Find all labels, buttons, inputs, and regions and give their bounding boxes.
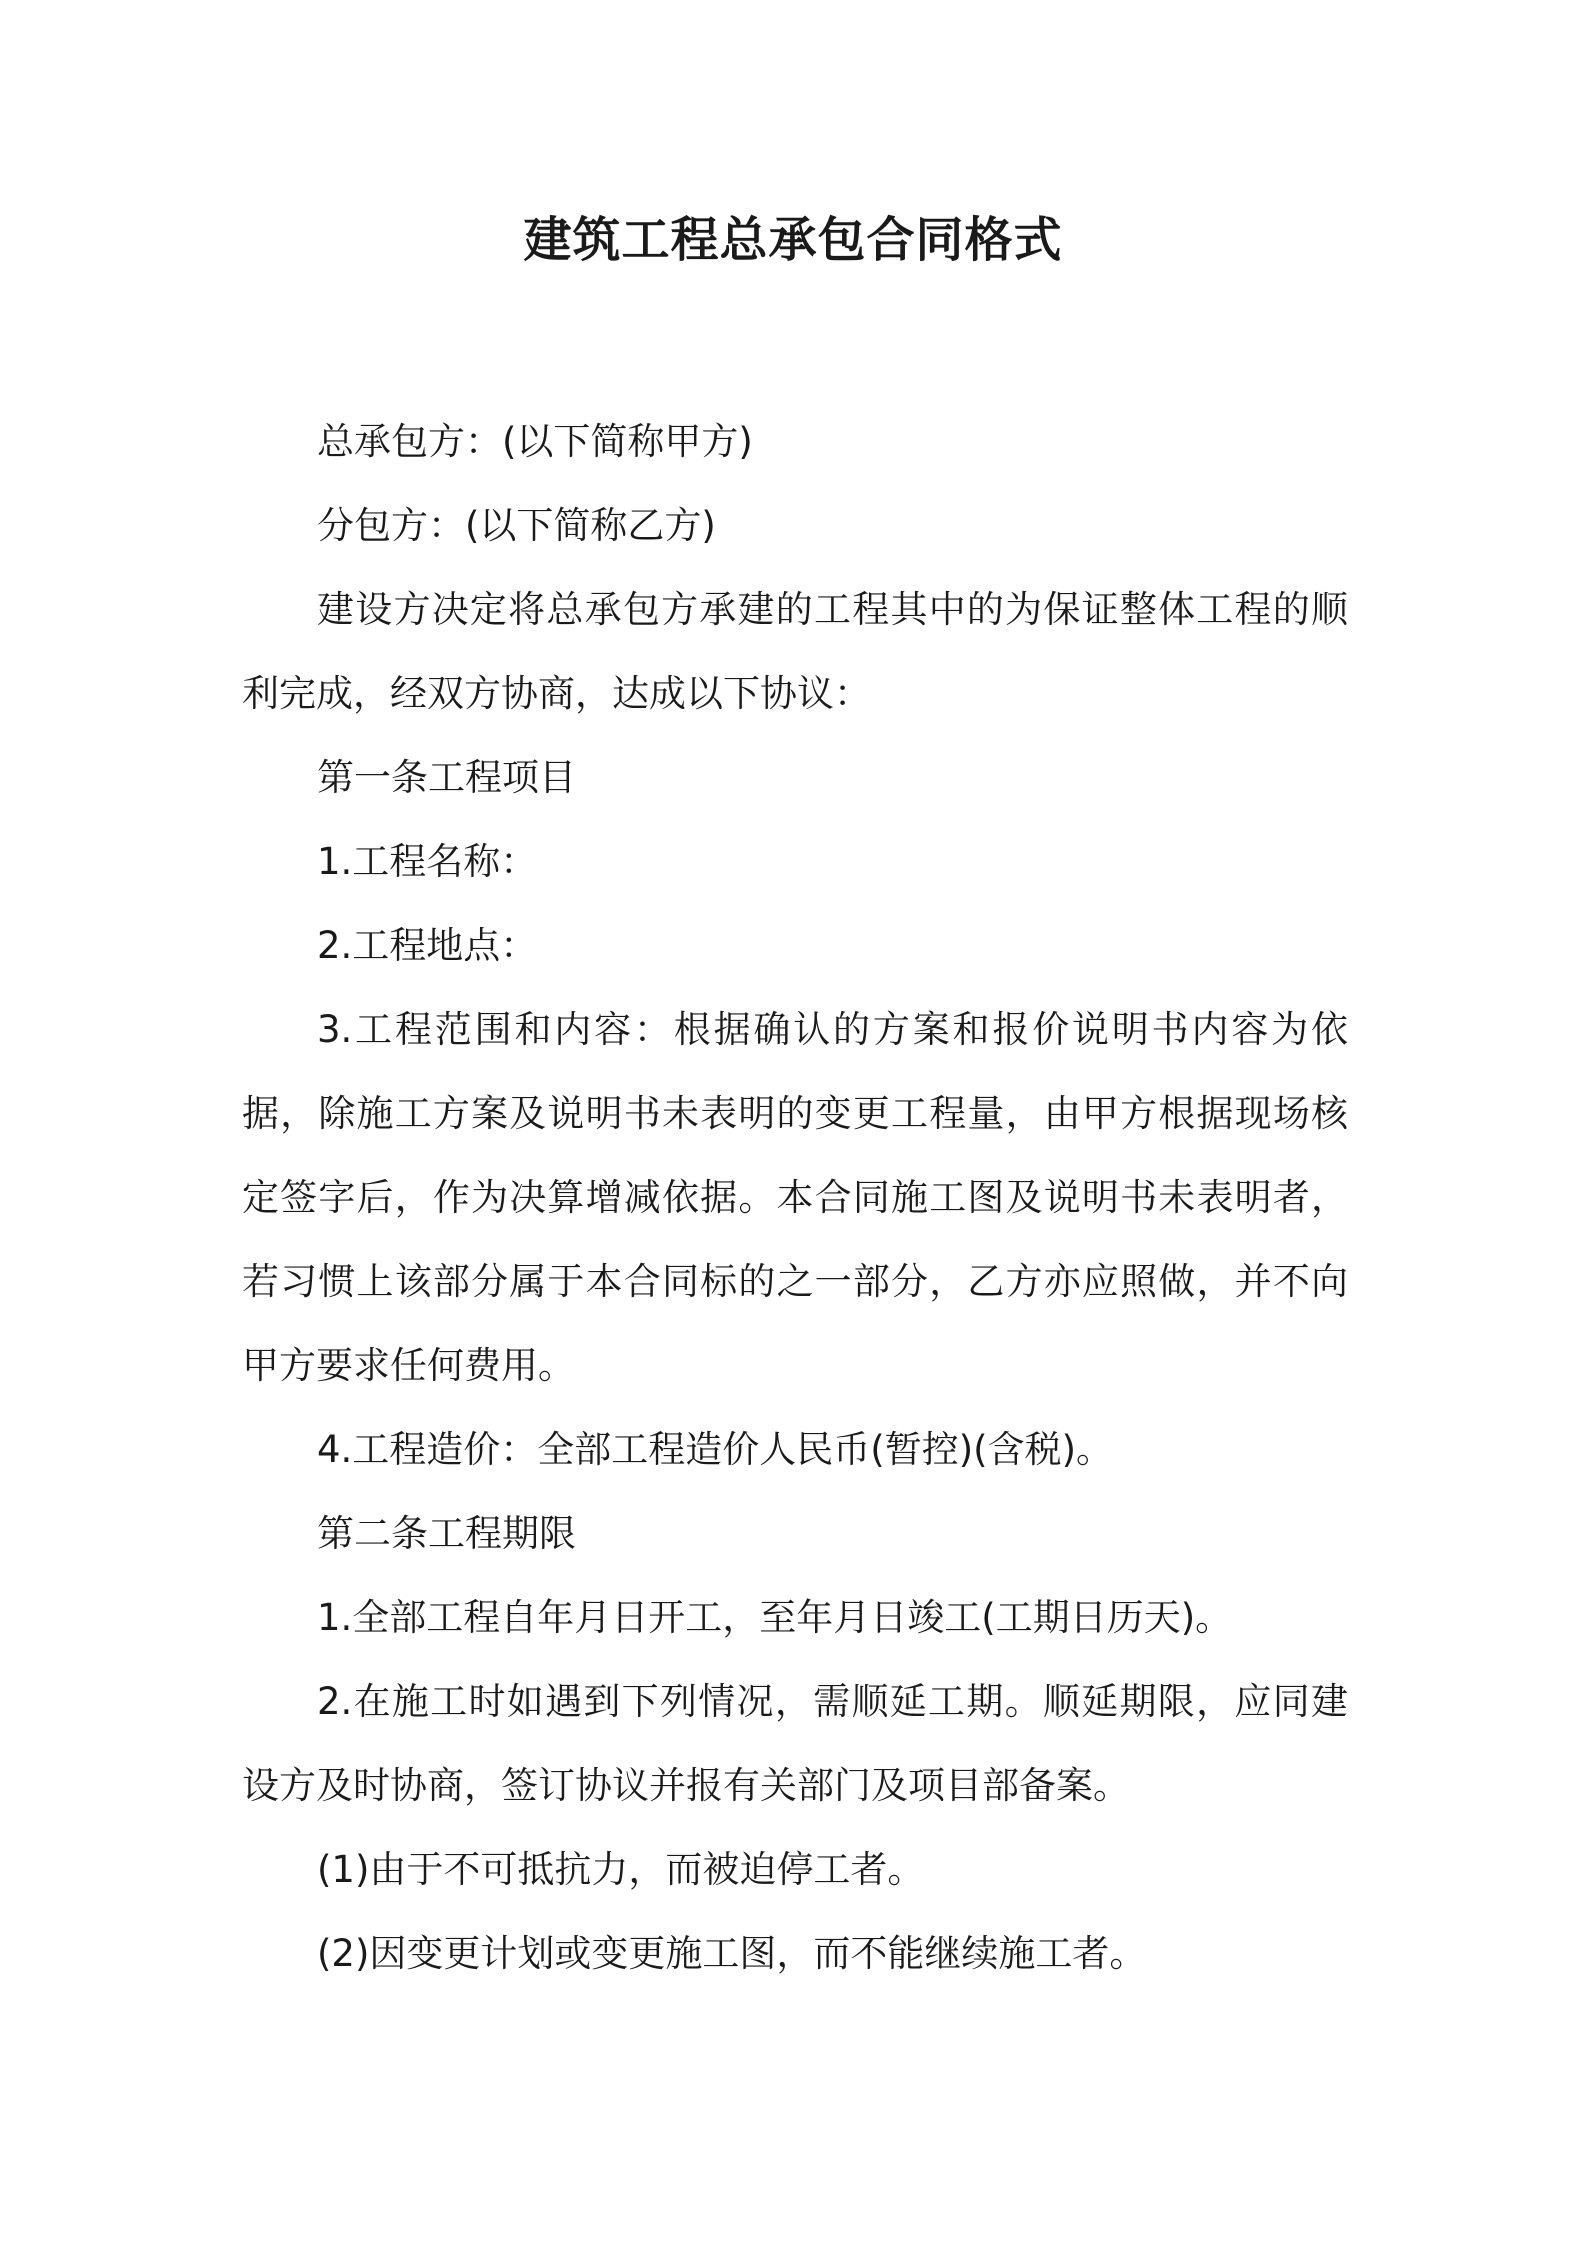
paragraph-project-scope: 3.工程范围和内容：根据确认的方案和报价说明书内容为依据，除施工方案及说明书未表明的变更工程量，由甲方根据现场核定签字后，作为决算增减依据。本合同施工图及说明书未表明者，若习惯上该部分属于本合同标的之一部分，乙方亦应照做，并不向甲方要求任何费用。 [242, 1008, 1348, 1387]
paragraph-force-majeure: (1)由于不可抵抗力，而被迫停工者。 [317, 1848, 925, 1891]
document-title: 建筑工程总承包合同格式 [523, 212, 1063, 268]
paragraph-project-cost: 4.工程造价：全部工程造价人民币(暂控)(含税)。 [317, 1428, 1114, 1471]
paragraph-project-name: 1.工程名称： [317, 840, 538, 883]
paragraph-subcontractor: 分包方：(以下简称乙方) [317, 504, 716, 547]
paragraph-general-contractor: 总承包方：(以下简称甲方) [317, 420, 753, 463]
paragraph-project-location: 2.工程地点： [317, 924, 538, 967]
heading-article-2: 第二条工程期限 [317, 1512, 576, 1555]
heading-article-1: 第一条工程项目 [317, 756, 576, 799]
paragraph-extension: 2.在施工时如遇到下列情况，需顺延工期。顺延期限，应同建设方及时协商，签订协议并报有关部门及项目部备案。 [242, 1680, 1348, 1807]
paragraph-schedule: 1.全部工程自年月日开工，至年月日竣工(工期日历天)。 [317, 1596, 1233, 1639]
document-body [242, 400, 1348, 1996]
paragraph-agreement-intro: 建设方决定将总承包方承建的工程其中的为保证整体工程的顺利完成，经双方协商，达成以下协议： [242, 588, 1348, 715]
paragraph-plan-change: (2)因变更计划或变更施工图，而不能继续施工者。 [317, 1932, 1147, 1975]
